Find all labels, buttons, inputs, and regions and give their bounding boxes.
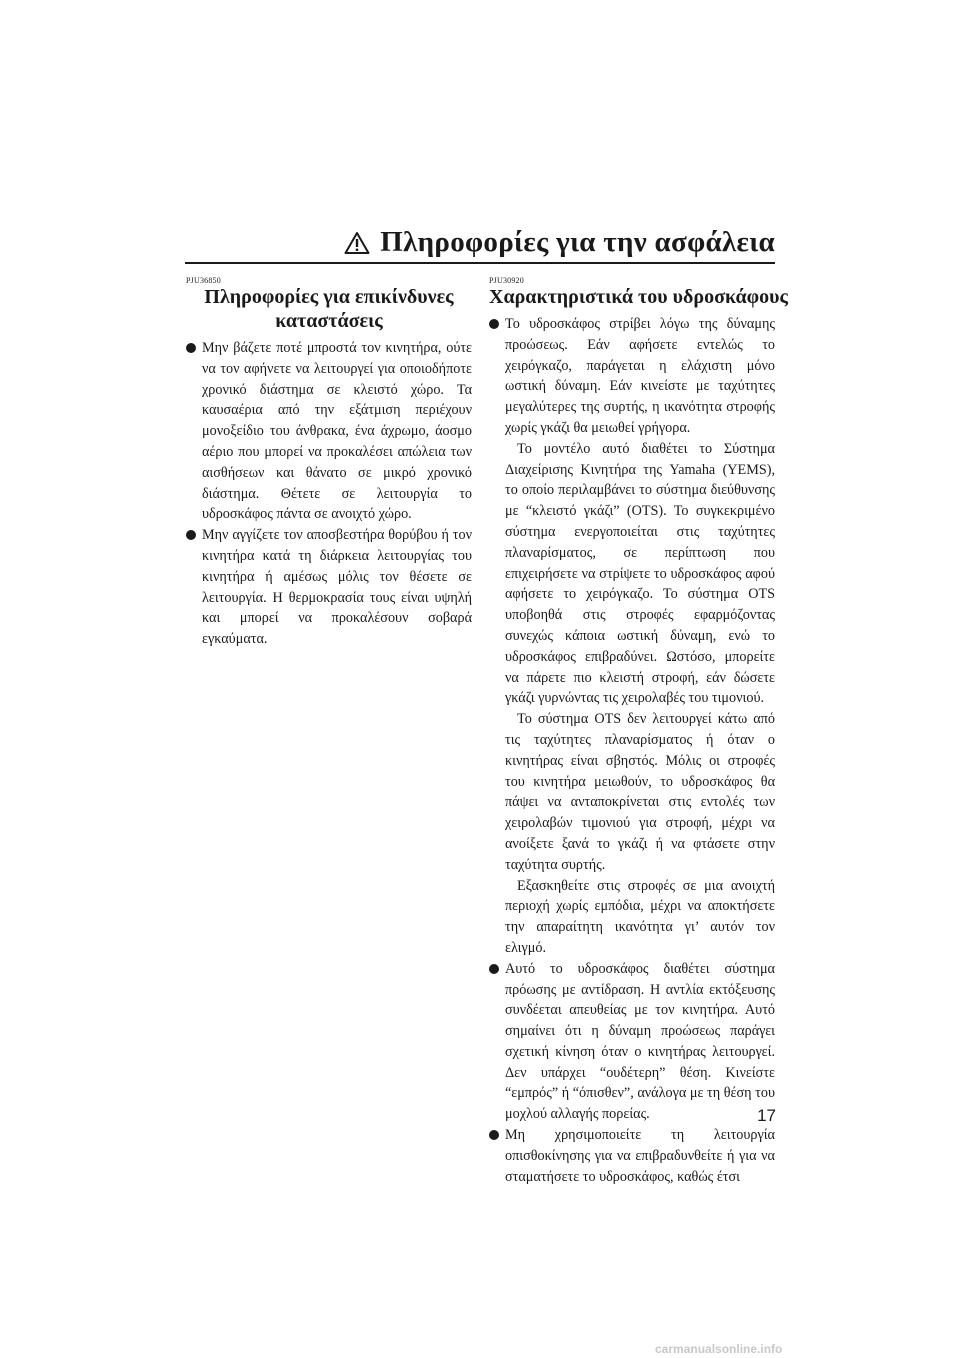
bullet-text: Αυτό το υδροσκάφος διαθέτει σύστημα πρόωσης με αντίδραση. Η αντλία εκτόξευσης συνδέεται απευθείας με τον κινητήρα. Αυτό σημαίνει ότι η δύναμη προώσεως παράγει σχετική κίνηση όταν ο κινητήρας λειτουργεί. Δεν υπάρχει “ουδέτερη” θέση. Κινείστε “εμπρός” ή “όπισθεν”, ανάλογα με τη θέση του μοχλού αλλαγής πορείας. (505, 960, 775, 1123)
sub-paragraph (489, 876, 775, 959)
section-title: Χαρακτηριστικά του υδροσκάφους (489, 286, 788, 308)
warning-triangle-icon (344, 231, 370, 255)
header-divider (185, 262, 775, 264)
page-number: 17 (757, 1106, 776, 1125)
sub-paragraph (489, 439, 775, 709)
section-code: PJU30920 (489, 276, 524, 285)
list-item (489, 314, 775, 439)
list-item (489, 959, 775, 1125)
hazard-info-section (186, 276, 472, 650)
craft-characteristics-section (489, 276, 788, 1187)
section-title: Πληροφορίες για επικίνδυνες καταστάσεις (204, 286, 454, 332)
section-code: PJU36850 (186, 276, 221, 285)
paragraph-text: Το μοντέλο αυτό διαθέτει το Σύστημα Διαχείρισης Κινητήρα της Yamaha (YEMS), το οποίο περιλαμβάνει το σύστημα διεύθυνσης με “κλειστό γκάζι” (OTS). Το συγκεκριμένο σύστημα ενεργοποιείται στις ταχύτητες πλαναρίσματος, σε περίπτωση που επιχειρήσετε να στρίψετε το υδροσκάφος αφού αφήσετε το χειρόγκαζο. Το σύστημα OTS υποβοηθά στις στροφές εφαρμόζοντας συνεχώς κάποια ωστική δύναμη, ενώ το υδροσκάφος επιβραδύνει. Ωστόσο, μπορείτε να πάρετε πιο κλειστή στροφή, εάν δώσετε γκάζι γυρνώντας τις χειρολαβές του τιμονιού. (505, 440, 775, 707)
list-item (186, 525, 472, 650)
bullet-text: Το υδροσκάφος στρίβει λόγω της δύναμης προώσεως. Εάν αφήσετε εντελώς το χειρόγκαζο, παράγεται η ελάχιστη μόνο ωστική δύναμη. Εάν κινείστε με ταχύτητες μεγαλύτερες της συρτής, η ικανότητα στροφής χωρίς γκάζι θα μειωθεί γρήγορα. (505, 316, 775, 436)
list-item (489, 1125, 775, 1187)
bullet-icon (186, 343, 196, 353)
bullet-icon (489, 1130, 499, 1140)
paragraph-text: Εξασκηθείτε στις στροφές σε μια ανοιχτή περιοχή χωρίς εμπόδια, μέχρι να αποκτήσετε την απαραίτητη ικανότητα γι’ αυτόν τον ελιγμό. (505, 877, 775, 956)
bullet-icon (186, 530, 196, 540)
bullet-text: Μην αγγίζετε τον αποσβεστήρα θορύβου ή τον κινητήρα κατά τη διάρκεια λειτουργίας του κινητήρα ή αμέσως μόλις τον θέσετε σε λειτουργία. Η θερμοκρασία τους είναι υψηλή και μπορεί να προκαλέσουν σοβαρά εγκαύματα. (202, 527, 472, 648)
bullet-icon (489, 964, 499, 974)
watermark: carmanualsonline.info (655, 1342, 783, 1356)
bullet-text: Μη χρησιμοποιείτε τη λειτουργία οπισθοκίνησης για να επιβραδυνθείτε ή για να σταματήσετε το υδροσκάφος, καθώς έτσι (505, 1127, 775, 1185)
list-item (186, 338, 472, 525)
page-title: Πληροφορίες για την ασφάλεια (380, 225, 775, 258)
page-header (185, 224, 775, 260)
bullet-text: Μην βάζετε ποτέ μπροστά τον κινητήρα, ούτε να τον αφήνετε να λειτουργεί για οποιοδήποτε χρονικό διάστημα σε κλειστό χώρο. Τα καυσαέρια από την εξάτμιση περιέχουν μονοξείδιο του άνθρακα, ένα άχρωμο, άοσμο αέριο που μπορεί να προκαλέσει απώλεια των αισθήσεων και θάνατο σε μικρό χρονικό διάστημα. Θέτετε σε λειτουργία το υδροσκάφος πάντα σε ανοιχτό χώρο. (202, 340, 472, 523)
bullet-icon (489, 319, 499, 329)
sub-paragraph (489, 709, 775, 875)
paragraph-text: Το σύστημα OTS δεν λειτουργεί κάτω από τις ταχύτητες πλαναρίσματος ή όταν ο κινητήρας είναι σβηστός. Μόλις οι στροφές του κινητήρα μειωθούν, το υδροσκάφος θα πάψει να ανταποκρίνεται στις εντολές των χειρολαβών τιμονιού για στροφή, μέχρι να ανοίξετε ξανά το γκάζι ή να φτάσετε στην ταχύτητα συρτής. (505, 711, 775, 873)
